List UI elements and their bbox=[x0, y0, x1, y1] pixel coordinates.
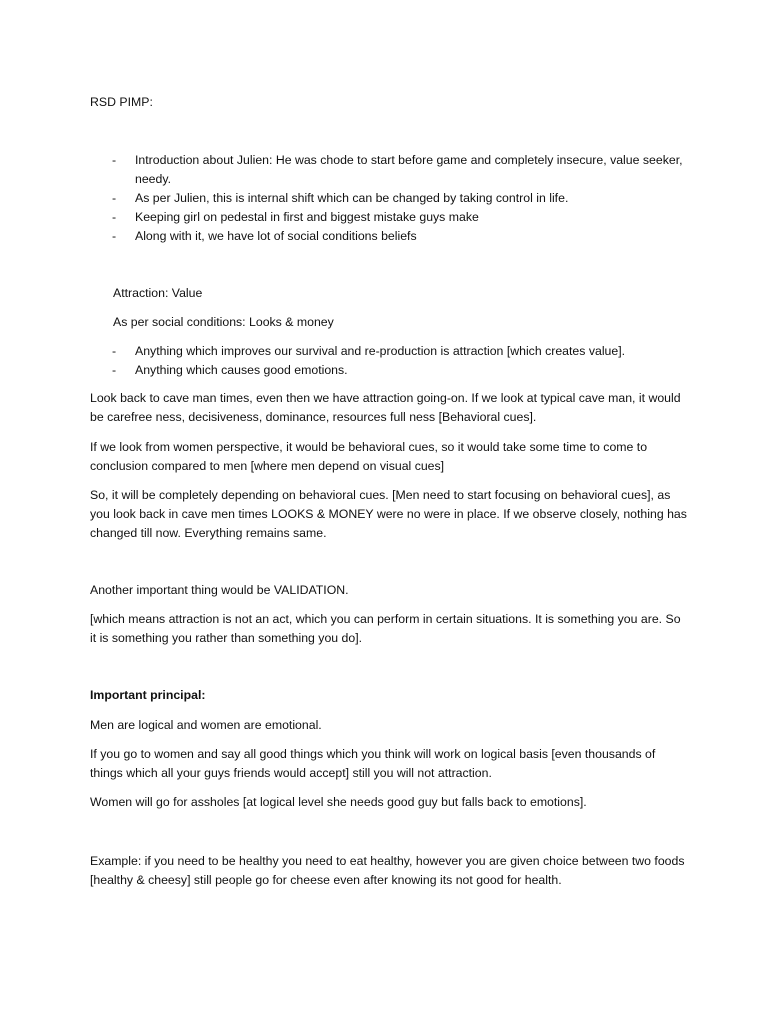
paragraph-women-perspective: If we look from women perspective, it would be behavioral cues, so it would take some time to come to conclusion compared to men [where men depend on visual cues] bbox=[90, 440, 648, 473]
list-item-text: Anything which improves our survival and re-production is attraction [which creates value]. bbox=[135, 344, 626, 358]
attraction-bullet-list bbox=[90, 342, 690, 380]
list-item bbox=[90, 189, 690, 208]
list-item bbox=[90, 361, 690, 380]
example-paragraph: Example: if you need to be healthy you need to eat healthy, however you are given choice between two foods [healthy & cheesy] still people go for cheese even after knowing its not good for health. bbox=[90, 854, 685, 887]
intro-bullet-list bbox=[90, 151, 690, 246]
bullet-dash: - bbox=[112, 344, 117, 358]
list-item-text: Along with it, we have lot of social conditions beliefs bbox=[135, 229, 417, 243]
bullet-dash: - bbox=[112, 363, 117, 377]
list-item bbox=[90, 227, 690, 246]
list-item bbox=[90, 342, 690, 361]
list-item bbox=[90, 208, 690, 227]
list-item-text: As per Julien, this is internal shift which can be changed by taking control in life. bbox=[135, 191, 569, 205]
document-heading: RSD PIMP: bbox=[90, 95, 153, 109]
list-item-text: Keeping girl on pedestal in first and biggest mistake guys make bbox=[135, 210, 479, 224]
attraction-label: Attraction: Value bbox=[113, 286, 203, 300]
paragraph-assholes: Women will go for assholes [at logical level she needs good guy but falls back to emotions]. bbox=[90, 795, 587, 809]
paragraph-logical-emotional: Men are logical and women are emotional. bbox=[90, 718, 322, 732]
bullet-dash: - bbox=[112, 153, 117, 167]
validation-detail: [which means attraction is not an act, which you can perform in certain situations. It is something you are. So it is something you rather than something you do]. bbox=[90, 612, 681, 645]
bullet-dash: - bbox=[112, 191, 117, 205]
list-item-text: Introduction about Julien: He was chode to start before game and completely insecure, value seeker, needy. bbox=[135, 153, 683, 186]
social-conditions-text: As per social conditions: Looks & money bbox=[113, 315, 334, 329]
bullet-dash: - bbox=[112, 229, 117, 243]
bullet-dash: - bbox=[112, 210, 117, 224]
paragraph-cave-man: Look back to cave man times, even then we have attraction going-on. If we look at typical cave man, it would be carefree ness, decisiveness, dominance, resources full ness [Behavioral cues]. bbox=[90, 391, 681, 424]
list-item bbox=[90, 151, 690, 189]
validation-intro: Another important thing would be VALIDATION. bbox=[90, 583, 349, 597]
paragraph-behavioral-cues: So, it will be completely depending on behavioral cues. [Men need to start focusing on behavioral cues], as you look back in cave men times LOOKS & MONEY were no were in place. If we observe closely, nothing has changed till now. Everything remains same. bbox=[90, 488, 687, 540]
paragraph-logical-basis: If you go to women and say all good things which you think will work on logical basis [even thousands of things which all your guys friends would accept] still you will not attraction. bbox=[90, 747, 656, 780]
principal-heading: Important principal: bbox=[90, 688, 206, 702]
list-item-text: Anything which causes good emotions. bbox=[135, 363, 348, 377]
